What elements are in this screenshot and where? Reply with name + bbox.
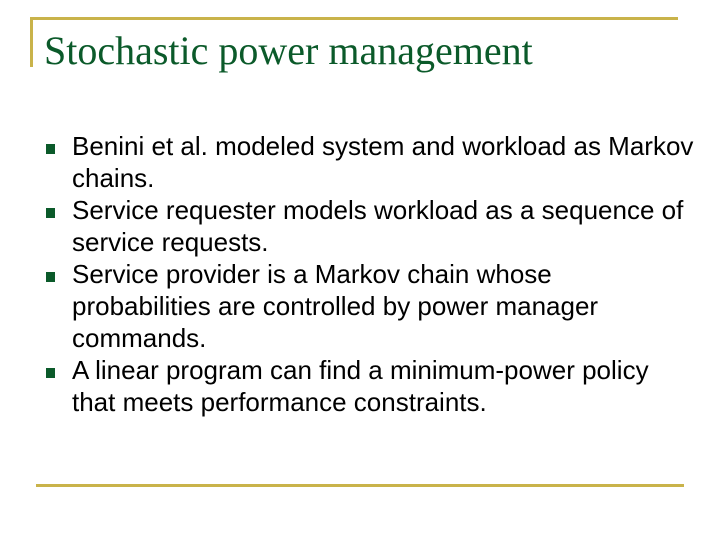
square-bullet-icon — [46, 272, 55, 282]
square-bullet-icon — [46, 208, 55, 218]
bullet-text: Service provider is a Markov chain whose probabilities are controlled by power manager commands. — [72, 259, 599, 353]
slide-title: Stochastic power management — [44, 28, 533, 73]
bullet-item — [44, 130, 694, 194]
bullet-item — [44, 258, 694, 354]
bullet-list — [44, 130, 694, 418]
bullet-text: Service requester models workload as a sequence of service requests. — [72, 195, 684, 257]
bullet-text: A linear program can find a minimum-power policy that meets performance constraints. — [72, 355, 649, 417]
bullet-item — [44, 354, 694, 418]
title-rule-left — [30, 17, 33, 67]
square-bullet-icon — [46, 368, 55, 378]
square-bullet-icon — [46, 144, 55, 154]
bullet-item — [44, 194, 694, 258]
title-rule-top — [30, 17, 678, 20]
bullet-text: Benini et al. modeled system and workload as Markov chains. — [72, 131, 694, 193]
footer-rule — [36, 484, 684, 487]
